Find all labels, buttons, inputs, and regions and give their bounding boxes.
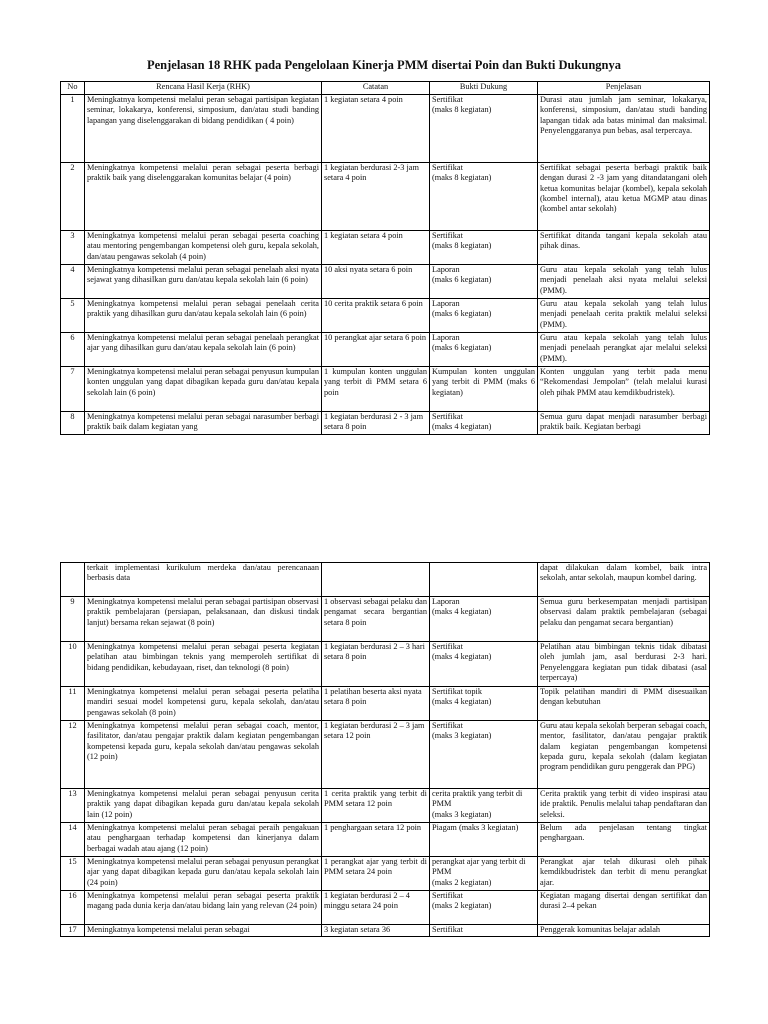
rhk-table-page-2 [60,562,710,937]
catatan-cell: 1 kegiatan setara 4 poin [322,231,430,265]
table-row [61,857,710,891]
catatan-cell: 10 perangkat ajar setara 6 poin [322,333,430,367]
row-number [61,563,85,597]
table-row [61,95,710,163]
penjelasan-cell: Perangkat ajar telah dikurasi oleh pihak kemdikbudristek dan terbit di menu perangkat ajar. [538,857,710,891]
bukti-cell: Sertifikat topik (maks 4 kegiatan) [430,687,538,721]
table-row [61,563,710,597]
table-row [61,642,710,687]
row-number: 16 [61,891,85,925]
bukti-cell: Laporan (maks 6 kegiatan) [430,265,538,299]
rhk-cell: Meningkatnya kompetensi melalui peran sebagai penelaah perangkat ajar yang dihasilkan guru dan/atau kepala sekolah lain (6 poin) [85,333,322,367]
table-row [61,823,710,857]
penjelasan-cell: Semua guru dapat menjadi narasumber berbagi praktik baik. Kegiatan berbagi [538,412,710,435]
penjelasan-cell: Topik pelatihan mandiri di PMM disesuaikan dengan kebutuhan [538,687,710,721]
rhk-cell: Meningkatnya kompetensi melalui peran sebagai penelaah aksi nyata sejawat yang dihasilkan guru dan/atau kepala sekolah lain (6 poin) [85,265,322,299]
table-row [61,721,710,789]
row-number: 13 [61,789,85,823]
table-row [61,597,710,642]
row-number: 2 [61,163,85,231]
catatan-cell: 10 aksi nyata setara 6 poin [322,265,430,299]
penjelasan-cell: Guru atau kepala sekolah yang telah lulus menjadi penelaah aksi nyata melalui seleksi (PMM). [538,265,710,299]
row-number: 15 [61,857,85,891]
rhk-cell: Meningkatnya kompetensi melalui peran sebagai penyusun cerita praktik yang dapat dibagikan kepada guru dan/atau kepala sekolah lain (12 poin) [85,789,322,823]
penjelasan-cell: Pelatihan atau bimbingan teknis tidak dibatasi oleh jumlah jam, asal berdurasi 2-3 hari. Penyelenggara kegiatan pun tidak dibatasi (asal terpercaya) [538,642,710,687]
bukti-cell: Sertifikat (maks 8 kegiatan) [430,163,538,231]
rhk-cell: Meningkatnya kompetensi melalui peran sebagai penyusun kumpulan konten unggulan yang dapat dibagikan kepada guru dan/atau kepala sekolah lain (6 poin) [85,367,322,412]
row-number: 12 [61,721,85,789]
penjelasan-cell: Guru atau kepala sekolah berperan sebagai coach, mentor, fasilitator, dan/atau pengajar praktik dalam kegiatan pengembangan kompetensi kepada guru, kepala sekolah (dalam kegiatan program pendidikan guru penggerak dan PPG) [538,721,710,789]
bukti-cell: Sertifikat [430,925,538,937]
table-row [61,789,710,823]
bukti-cell: Sertifikat (maks 4 kegiatan) [430,412,538,435]
penjelasan-cell: Belum ada penjelasan tentang tingkat penghargaan. [538,823,710,857]
document-title: Penjelasan 18 RHK pada Pengelolaan Kinerja PMM disertai Poin dan Bukti Dukungnya [146,58,621,72]
rhk-cell: Meningkatnya kompetensi melalui peran sebagai peserta kegiatan pelatihan atau bimbingan teknis yang memperoleh sertifikat di bidang pendidikan, kebudayaan, riset, dan teknologi (8 poin) [85,642,322,687]
rhk-cell: Meningkatnya kompetensi melalui peran sebagai peserta berbagi praktik baik yang diselenggarakan komunitas belajar (4 poin) [85,163,322,231]
row-number: 6 [61,333,85,367]
rhk-cell: Meningkatnya kompetensi melalui peran sebagai peserta coaching atau mentoring pengembangan kompetensi oleh guru, kepala sekolah, dan/atau pengawas sekolah (4 poin) [85,231,322,265]
rhk-cell: Meningkatnya kompetensi melalui peran sebagai [85,925,322,937]
header-bukti-dukung: Bukti Dukung [430,82,538,95]
bukti-cell: perangkat ajar yang terbit di PMM (maks 2 kegiatan) [430,857,538,891]
catatan-cell: 1 pelatihan beserta aksi nyata setara 8 poin [322,687,430,721]
penjelasan-cell: Durasi atau jumlah jam seminar, lokakarya, konferensi, simposium, dan/atau studi banding lapangan tidak ada batas minimal dan maksimal. Penyelenggaranya pun bebas, asal terpercaya. [538,95,710,163]
bukti-cell: Piagam (maks 3 kegiatan) [430,823,538,857]
table-row [61,687,710,721]
catatan-cell: 1 kegiatan berdurasi 2 - 3 jam setara 8 poin [322,412,430,435]
rhk-cell: Meningkatnya kompetensi melalui peran sebagai penyusun perangkat ajar yang dapat dibagikan kepada guru dan/atau kepala sekolah lain (24 poin) [85,857,322,891]
penjelasan-cell: Konten unggulan yang terbit pada menu “Rekomendasi Jempolan” (telah melalui kurasi oleh pihak PMM atau kemdikbudristek). [538,367,710,412]
row-number: 14 [61,823,85,857]
penjelasan-cell: Cerita praktik yang terbit di video inspirasi atau ide praktik. Penulis melalui tahap pendaftaran dan seleksi. [538,789,710,823]
row-number: 17 [61,925,85,937]
table-row [61,265,710,299]
penjelasan-cell: Sertifikat sebagai peserta berbagi praktik baik dengan durasi 2 -3 jam yang ditandatangani oleh ketua komunitas belajar (kombel), kepala sekolah (kombel internal), atau ketua MGMP atau dinas (kombel antar sekolah) [538,163,710,231]
row-number: 8 [61,412,85,435]
penjelasan-cell: Semua guru berkesempatan menjadi partisipan observasi dalam praktik pembelajaran (sebagai pelaku dan pengamat secara bergantian) [538,597,710,642]
rhk-cell: terkait implementasi kurikulum merdeka dan/atau perencanaan berbasis data [85,563,322,597]
table-header-row [61,82,710,95]
catatan-cell: 1 kegiatan setara 4 poin [322,95,430,163]
catatan-cell: 1 observasi sebagai pelaku dan pengamat secara bergantian setara 8 poin [322,597,430,642]
bukti-cell: Kumpulan konten unggulan yang terbit di PMM (maks 6 kegiatan) [430,367,538,412]
table-row [61,891,710,925]
catatan-cell: 1 penghargaan setara 12 poin [322,823,430,857]
catatan-cell: 1 kegiatan berdurasi 2 – 3 jam setara 12 poin [322,721,430,789]
bukti-cell: cerita praktik yang terbit di PMM (maks 3 kegiatan) [430,789,538,823]
rhk-cell: Meningkatnya kompetensi melalui peran sebagai penelaah cerita praktik yang dihasilkan guru dan/atau kepala sekolah lain (6 poin) [85,299,322,333]
row-number: 11 [61,687,85,721]
bukti-cell: Laporan (maks 6 kegiatan) [430,333,538,367]
table-row [61,412,710,435]
penjelasan-cell: Sertifikat ditanda tangani kepala sekolah atau pihak dinas. [538,231,710,265]
table-row [61,333,710,367]
row-number: 4 [61,265,85,299]
catatan-cell: 10 cerita praktik setara 6 poin [322,299,430,333]
catatan-cell: 1 kumpulan konten unggulan yang terbit di PMM setara 6 poin [322,367,430,412]
catatan-cell: 1 perangkat ajar yang terbit di PMM setara 24 poin [322,857,430,891]
rhk-cell: Meningkatnya kompetensi melalui peran sebagai peraih pengakuan atau penghargaan terhadap kompetensi dan kinerjanya dalam berbagai wadah atau ajang (12 poin) [85,823,322,857]
penjelasan-cell: dapat dilakukan dalam kombel, baik intra sekolah, antar sekolah, maupun kombel daring. [538,563,710,597]
catatan-cell: 1 kegiatan berdurasi 2 – 3 hari setara 8 poin [322,642,430,687]
row-number: 3 [61,231,85,265]
table-row [61,163,710,231]
bukti-cell: Sertifikat (maks 8 kegiatan) [430,231,538,265]
rhk-cell: Meningkatnya kompetensi melalui peran sebagai peserta praktik magang pada dunia kerja dan/atau bidang lain yang relevan (24 poin) [85,891,322,925]
catatan-cell [322,563,430,597]
bukti-cell: Sertifikat (maks 8 kegiatan) [430,95,538,163]
penjelasan-cell: Penggerak komunitas belajar adalah [538,925,710,937]
rhk-cell: Meningkatnya kompetensi melalui peran sebagai coach, mentor, fasilitator, dan/atau pengajar praktik dalam kegiatan pengembangan kompetensi kepada guru, kepala sekolah dan/atau pengawas sekolah (12 poin) [85,721,322,789]
table-row [61,367,710,412]
penjelasan-cell: Guru atau kepala sekolah yang telah lulus menjadi penelaah cerita praktik melalui seleksi (PMM). [538,299,710,333]
row-number: 7 [61,367,85,412]
catatan-cell: 1 kegiatan berdurasi 2-3 jam setara 4 poin [322,163,430,231]
row-number: 9 [61,597,85,642]
bukti-cell: Laporan (maks 4 kegiatan) [430,597,538,642]
table-row [61,299,710,333]
rhk-cell: Meningkatnya kompetensi melalui peran sebagai narasumber berbagi praktik baik dalam kegiatan yang [85,412,322,435]
table-row [61,925,710,937]
catatan-cell: 1 cerita praktik yang terbit di PMM setara 12 poin [322,789,430,823]
header-penjelasan: Penjelasan [538,82,710,95]
bukti-cell: Sertifikat (maks 2 kegiatan) [430,891,538,925]
header-catatan: Catatan [322,82,430,95]
row-number: 1 [61,95,85,163]
table-row [61,231,710,265]
catatan-cell: 1 kegiatan berdurasi 2 – 4 minggu setara 24 poin [322,891,430,925]
bukti-cell: Sertifikat (maks 4 kegiatan) [430,642,538,687]
rhk-table-page-1 [60,81,710,435]
bukti-cell: Sertifikat (maks 3 kegiatan) [430,721,538,789]
rhk-cell: Meningkatnya kompetensi melalui peran sebagai peserta pelatiha mandiri sesuai model kompetensi guru, kepala sekolah, dan/atau pengawas sekolah (8 poin) [85,687,322,721]
rhk-cell: Meningkatnya kompetensi melalui peran sebagai partisipan observasi praktik pembelajaran (persiapan, pelaksanaan, dan diskusi tindak lanjut) bersama rekan sejawat (8 poin) [85,597,322,642]
rhk-cell: Meningkatnya kompetensi melalui peran sebagai partisipan kegiatan seminar, lokakarya, konferensi, simposium, dan/atau studi banding lapangan yang diselenggarakan di bidang pendidikan ( 4 poin) [85,95,322,163]
bukti-cell: Laporan (maks 6 kegiatan) [430,299,538,333]
penjelasan-cell: Guru atau kepala sekolah yang telah lulus menjadi penelaah perangkat ajar melalui seleksi (PMM). [538,333,710,367]
catatan-cell: 3 kegiatan setara 36 [322,925,430,937]
bukti-cell [430,563,538,597]
header-no: No [61,82,85,95]
row-number: 5 [61,299,85,333]
header-rhk: Rencana Hasil Kerja (RHK) [85,82,322,95]
row-number: 10 [61,642,85,687]
penjelasan-cell: Kegiatan magang disertai dengan sertifikat dan durasi 2–4 pekan [538,891,710,925]
